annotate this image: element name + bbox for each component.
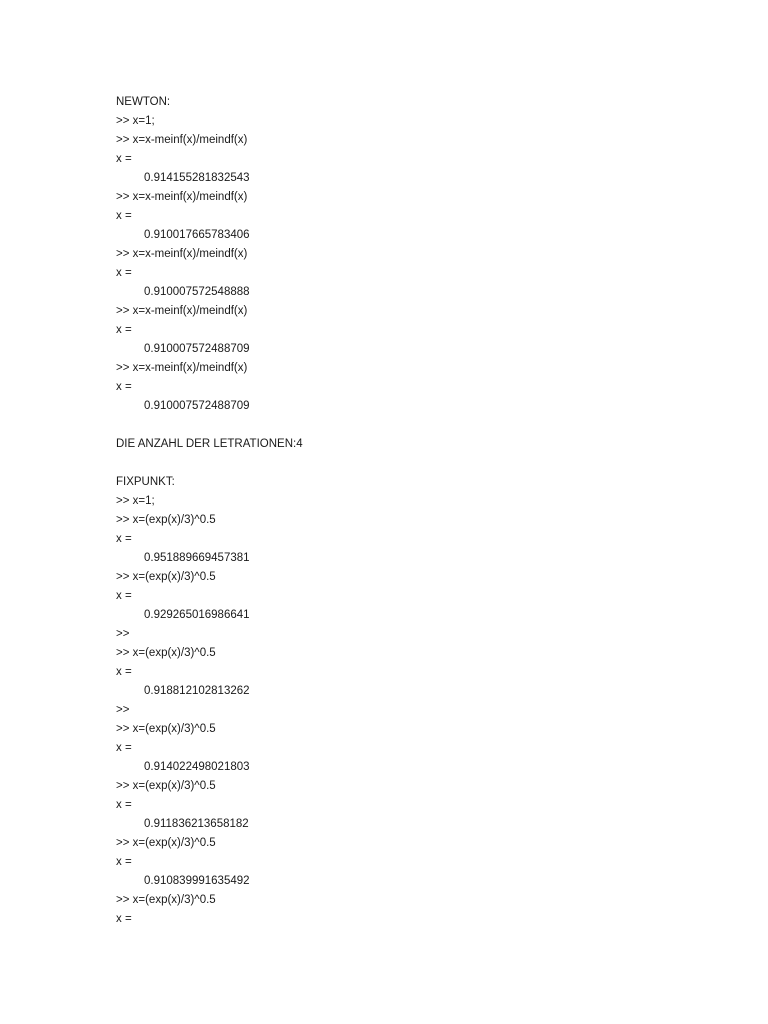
- command-line: >> x=(exp(x)/3)^0.5: [116, 647, 216, 659]
- text-line: NEWTON:: [116, 96, 171, 108]
- result-value: 0.914155281832543: [144, 172, 250, 184]
- result-value: 0.918812102813262: [144, 685, 250, 697]
- text-line: x =: [116, 742, 132, 754]
- command-line: >>: [116, 628, 130, 640]
- command-line: >> x=x-meinf(x)/meindf(x): [116, 134, 248, 146]
- command-line: >> x=(exp(x)/3)^0.5: [116, 780, 216, 792]
- blank-line: [116, 454, 676, 473]
- text-line: x =: [116, 590, 132, 602]
- text-line: x =: [116, 856, 132, 868]
- command-line: >> x=(exp(x)/3)^0.5: [116, 571, 216, 583]
- text-line: x =: [116, 210, 132, 222]
- command-line: >> x=(exp(x)/3)^0.5: [116, 894, 216, 906]
- text-line: FIXPUNKT:: [116, 476, 175, 488]
- command-line: >> x=1;: [116, 115, 155, 127]
- document-body: [116, 93, 676, 929]
- result-value: 0.914022498021803: [144, 761, 250, 773]
- blank-line: [116, 416, 676, 435]
- result-value: 0.910839991635492: [144, 875, 250, 887]
- command-line: >>: [116, 704, 130, 716]
- text-line: x =: [116, 666, 132, 678]
- command-line: >> x=(exp(x)/3)^0.5: [116, 723, 216, 735]
- command-line: >> x=1;: [116, 495, 155, 507]
- text-line: x =: [116, 324, 132, 336]
- result-value: 0.929265016986641: [144, 609, 250, 621]
- command-line: >> x=x-meinf(x)/meindf(x): [116, 362, 248, 374]
- text-line: x =: [116, 533, 132, 545]
- command-line: >> x=x-meinf(x)/meindf(x): [116, 248, 248, 260]
- text-line: x =: [116, 267, 132, 279]
- result-value: 0.910007572488709: [144, 400, 250, 412]
- text-line: DIE ANZAHL DER LETRATIONEN:4: [116, 438, 303, 450]
- text-line: x =: [116, 913, 132, 925]
- text-line: x =: [116, 381, 132, 393]
- result-value: 0.951889669457381: [144, 552, 250, 564]
- text-line: x =: [116, 799, 132, 811]
- command-line: >> x=x-meinf(x)/meindf(x): [116, 305, 248, 317]
- text-line: x =: [116, 153, 132, 165]
- command-line: >> x=x-meinf(x)/meindf(x): [116, 191, 248, 203]
- result-value: 0.910007572548888: [144, 286, 250, 298]
- command-line: >> x=(exp(x)/3)^0.5: [116, 514, 216, 526]
- result-value: 0.910017665783406: [144, 229, 250, 241]
- result-value: 0.911836213658182: [144, 818, 249, 830]
- command-line: >> x=(exp(x)/3)^0.5: [116, 837, 216, 849]
- result-value: 0.910007572488709: [144, 343, 250, 355]
